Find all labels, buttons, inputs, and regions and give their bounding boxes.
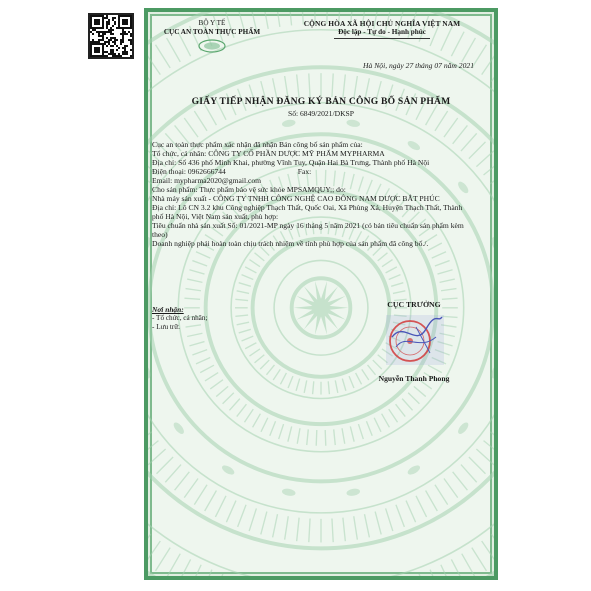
document-number: Số: 6849/2021/DKSP — [287, 109, 355, 118]
department-name: CỤC AN TOÀN THỰC PHẨM — [163, 28, 261, 36]
certificate-content — [148, 12, 494, 576]
signer-title: CỤC TRƯỞNG — [387, 300, 441, 309]
intro-line: Cục an toàn thực phẩm xác nhận đã nhận Bản công bố sản phẩm của: — [152, 140, 363, 149]
manufacturer-address-line: Địa chỉ: Lô CN 3.2 khu Công nghiệp Thạch Thất, Quốc Oai, Xã Phùng Xá, Huyện Thạch Thất, Thành phố Hà Nội, Việt Nam sản xuất, phù hợp: — [152, 203, 463, 221]
receiver-item: - Tổ chức, cá nhân; — [152, 314, 208, 322]
fax-text: Fax: — [297, 167, 312, 176]
issue-date: Hà Nội, ngày 27 tháng 07 năm 2021 — [363, 61, 474, 70]
certificate-sheet — [144, 8, 498, 580]
address-line: Địa chỉ: Số 436 phố Minh Khai, phường Vĩnh Tuy, Quận Hai Bà Trưng, Thành phố Hà Nội — [152, 158, 430, 167]
receivers-label: Nơi nhận: — [152, 305, 184, 314]
official-seal-icon — [386, 307, 446, 369]
manufacturer-line: Nhà máy sản xuất - CÔNG TY TNHH CÔNG NGHỆ CAO ĐÔNG NAM DƯỢC BẮT PHÚC — [152, 194, 440, 203]
responsibility-line: Doanh nghiệp phải hoàn toàn chịu trách nhiệm về tính phù hợp của sản phẩm đã công bố./. — [152, 239, 429, 248]
ministry-name: BỘ Y TẾ — [198, 19, 226, 27]
department-logo-icon — [197, 39, 227, 53]
contact-line — [152, 167, 474, 176]
receivers-block — [152, 305, 282, 332]
country-name: CỘNG HÒA XÃ HỘI CHỦ NGHĨA VIỆT NAM — [303, 19, 461, 28]
product-line: Cho sản phẩm: Thực phẩm bảo vệ sức khỏe MPSAMQUY;; do: — [152, 185, 346, 194]
organization-line: Tổ chức, cá nhân: CÔNG TY CỔ PHẦN DƯỢC MỸ PHẨM MYPHARMA — [152, 149, 385, 158]
national-header — [268, 19, 496, 39]
document-title: GIẤY TIẾP NHẬN ĐĂNG KÝ BẢN CÔNG BỐ SẢN PHẨM — [191, 96, 451, 107]
standard-line: Tiêu chuẩn nhà sản xuất Số: 01/2021-MP ngày 16 tháng 5 năm 2021 (có bản tiêu chuẩn sản phẩm kèm theo) — [152, 221, 464, 239]
receiver-item: - Lưu trữ. — [152, 323, 180, 331]
phone-text: Điện thoại: 0962666744 — [152, 167, 226, 176]
national-motto: Độc lập - Tự do - Hạnh phúc — [338, 28, 426, 36]
issuer-header — [156, 19, 268, 53]
qr-code — [88, 13, 134, 59]
document-body — [152, 140, 474, 248]
motto-underline — [334, 38, 430, 39]
signer-name: Nguyễn Thanh Phong — [378, 374, 450, 383]
email-line: Email: mypharma2020@gmail.com — [152, 176, 262, 185]
